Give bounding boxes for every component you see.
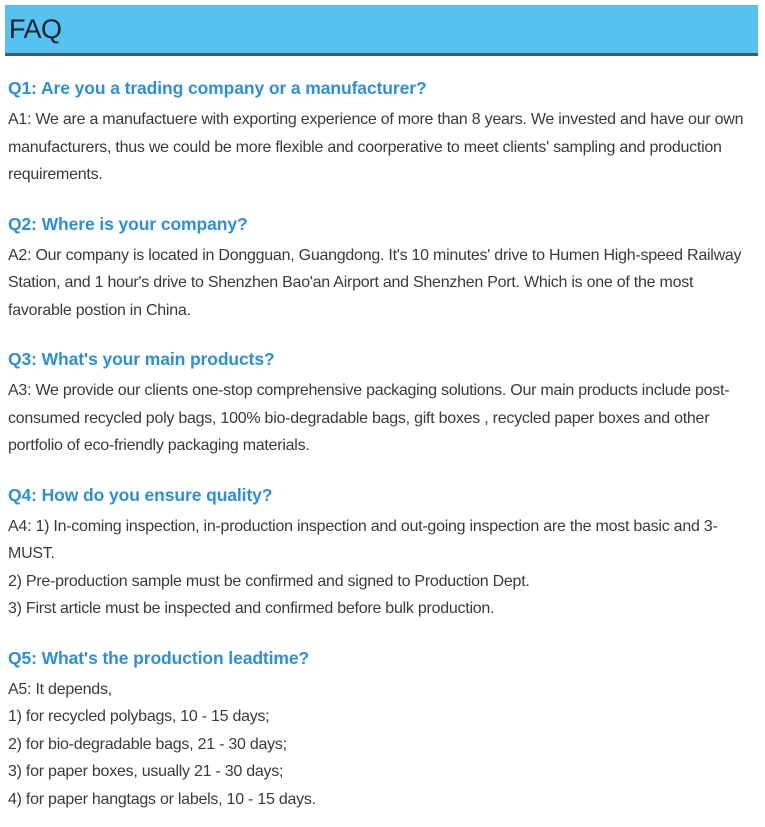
faq-question: Q1: Are you a trading company or a manufacturer? [8, 78, 427, 98]
faq-item [8, 484, 753, 623]
faq-banner [5, 5, 758, 56]
faq-answer [8, 242, 753, 325]
faq-answer-line: 2) Pre-production sample must be confirmed and signed to Production Dept. [8, 572, 530, 590]
faq-answer-line: A5: It depends, [8, 680, 112, 698]
faq-answer-line: A2: Our company is located in Dongguan, Guangdong. It's 10 minutes' drive to Humen High-speed Railway Station, and 1 hour's drive to Shenzhen Bao'an Airport and Shenzhen Port. Which is one of the most favorable postion in China. [8, 246, 742, 319]
faq-answer [8, 513, 753, 623]
faq-answer-line: 1) for recycled polybags, 10 - 15 days; [8, 708, 270, 725]
faq-question: Q3: What's your main products? [8, 349, 275, 369]
faq-question: Q2: Where is your company? [8, 213, 248, 234]
faq-item [8, 348, 753, 460]
faq-answer-line: 2) for bio-degradable bags, 21 - 30 days; [8, 735, 287, 753]
faq-item [8, 77, 753, 189]
faq-item [8, 213, 753, 325]
faq-answer [8, 676, 753, 814]
faq-answer-line: A1: We are a manufactuere with exporting experience of more than 8 years. We invested and have our own manufacturers, thus we could be more flexible and coorperative to meet clients' sampling and production requirements. [8, 111, 744, 183]
faq-answer-line: 3) First article must be inspected and confirmed before bulk production. [8, 600, 495, 617]
faq-list [0, 77, 765, 827]
faq-answer [8, 377, 753, 460]
faq-answer-line: A3: We provide our clients one-stop comprehensive packaging solutions. Our main products include post-consumed recycled poly bags, 100% bio-degradable bags, gift boxes , recycled paper boxes and other portfolio of eco-friendly packaging materials. [8, 382, 730, 454]
faq-answer [8, 106, 753, 189]
page-title: FAQ [9, 14, 62, 44]
faq-answer-line: 4) for paper hangtags or labels, 10 - 15 days. [8, 790, 316, 808]
faq-item [8, 647, 753, 814]
faq-answer-line: A4: 1) In-coming inspection, in-production inspection and out-going inspection are the most basic and 3-MUST. [8, 517, 718, 562]
faq-question: Q5: What's the production leadtime? [8, 647, 310, 668]
faq-question: Q4: How do you ensure quality? [8, 484, 273, 505]
faq-answer-line: 3) for paper boxes, usually 21 - 30 days; [8, 763, 284, 780]
